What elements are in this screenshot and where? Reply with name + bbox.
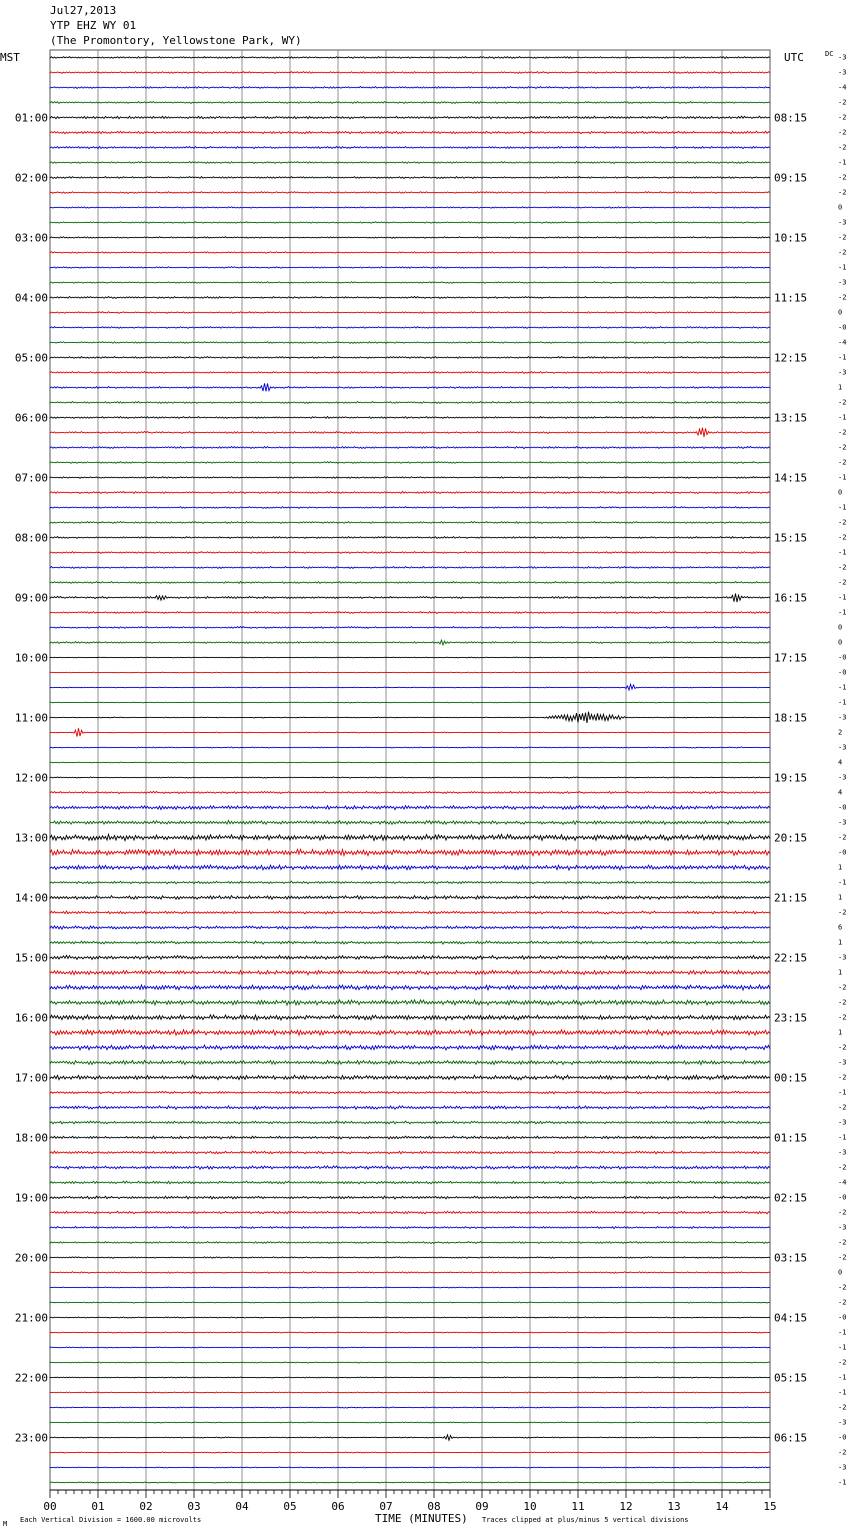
seismic-trace-row bbox=[50, 491, 770, 493]
dc-offset-value: 1 bbox=[838, 893, 843, 902]
seismic-trace-row bbox=[50, 428, 770, 437]
dc-offset-value: 1 bbox=[838, 863, 843, 872]
dc-offset-header: DC bbox=[825, 50, 834, 58]
dc-offset-value: -1 bbox=[838, 263, 847, 272]
dc-offset-value: -3 bbox=[838, 53, 847, 62]
hour-label-right: 04:15 bbox=[774, 1311, 808, 1325]
seismic-trace-row bbox=[50, 327, 770, 329]
hour-label-left: 05:00 bbox=[14, 351, 48, 365]
dc-offset-value: -2 bbox=[838, 998, 847, 1007]
dc-offset-value: -2 bbox=[838, 1208, 847, 1217]
seismic-trace-row bbox=[50, 357, 770, 359]
dc-offset-value: -2 bbox=[838, 1358, 847, 1367]
x-tick-label: 07 bbox=[379, 1500, 393, 1513]
seismic-trace-row bbox=[50, 849, 770, 855]
dc-offset-value: -3 bbox=[838, 1463, 847, 1472]
seismic-trace-row bbox=[50, 1075, 770, 1080]
station-location: (The Promontory, Yellowstone Park, WY) bbox=[50, 34, 302, 47]
seismic-trace-row bbox=[50, 1287, 770, 1288]
hour-label-right: 03:15 bbox=[774, 1251, 808, 1265]
dc-offset-value: -1 bbox=[838, 1343, 847, 1352]
hour-label-left: 09:00 bbox=[14, 591, 48, 605]
dc-offset-value: -2 bbox=[838, 188, 847, 197]
dc-offset-value: -0 bbox=[838, 803, 847, 812]
dc-offset-value: -1 bbox=[838, 1088, 847, 1097]
dc-offset-value: -2 bbox=[838, 578, 847, 587]
dc-offset-value: -2 bbox=[838, 908, 847, 917]
dc-offset-value: -1 bbox=[838, 1133, 847, 1142]
dc-offset-value: -1 bbox=[838, 473, 847, 482]
dc-offset-value: -2 bbox=[838, 1013, 847, 1022]
seismic-trace-row bbox=[50, 672, 770, 673]
seismic-trace-row bbox=[50, 985, 770, 990]
x-tick-label: 04 bbox=[235, 1500, 249, 1513]
dc-offset-value: -2 bbox=[838, 293, 847, 302]
dc-offset-value: -2 bbox=[838, 443, 847, 452]
hour-label-right: 16:15 bbox=[774, 591, 808, 605]
dc-offset-value: 1 bbox=[838, 1028, 843, 1037]
seismic-trace-row bbox=[50, 57, 770, 59]
hour-label-right: 23:15 bbox=[774, 1011, 808, 1025]
dc-offset-value: -2 bbox=[838, 143, 847, 152]
hour-label-right: 19:15 bbox=[774, 771, 808, 785]
seismic-traces bbox=[50, 57, 770, 1484]
dc-offset-value: -2 bbox=[838, 1163, 847, 1172]
hour-label-right: 22:15 bbox=[774, 951, 808, 965]
seismic-trace-row bbox=[50, 702, 770, 703]
x-tick-label: 09 bbox=[475, 1500, 489, 1513]
x-tick-label: 02 bbox=[139, 1500, 153, 1513]
seismic-trace-row bbox=[50, 777, 770, 778]
hour-label-left: 18:00 bbox=[14, 1131, 48, 1145]
hour-label-left: 10:00 bbox=[14, 651, 48, 665]
seismic-trace-row bbox=[50, 567, 770, 569]
seismic-trace-row bbox=[50, 594, 770, 603]
seismic-trace-row bbox=[50, 941, 770, 944]
x-tick-label: 05 bbox=[283, 1500, 297, 1513]
seismic-trace-row bbox=[50, 1060, 770, 1064]
dc-offset-value: -2 bbox=[838, 1253, 847, 1262]
seismic-trace-row bbox=[50, 1151, 770, 1154]
dc-offset-value: -1 bbox=[838, 878, 847, 887]
dc-offset-value: -1 bbox=[838, 503, 847, 512]
dc-offset-value: -2 bbox=[838, 1238, 847, 1247]
x-tick-label: 15 bbox=[763, 1500, 777, 1513]
dc-offset-value: -2 bbox=[838, 128, 847, 137]
seismic-trace-row bbox=[50, 728, 770, 736]
hour-label-left: 14:00 bbox=[14, 891, 48, 905]
station-code: YTP EHZ WY 01 bbox=[50, 19, 137, 32]
seismic-trace-row bbox=[50, 865, 770, 870]
seismic-trace-row bbox=[50, 926, 770, 929]
time-axis bbox=[43, 1490, 776, 1513]
dc-offset-value: -3 bbox=[838, 368, 847, 377]
seismic-trace-row bbox=[50, 747, 770, 748]
dc-offset-value: -2 bbox=[838, 983, 847, 992]
seismic-trace-row bbox=[50, 1407, 770, 1408]
seismic-trace-row bbox=[50, 1091, 770, 1094]
dc-offset-value: -2 bbox=[838, 518, 847, 527]
seismic-trace-row bbox=[50, 684, 770, 690]
dc-offset-value: 6 bbox=[838, 923, 843, 932]
dc-offset-value: -2 bbox=[838, 98, 847, 107]
seismic-trace-row bbox=[50, 1181, 770, 1184]
seismic-trace-row bbox=[50, 1015, 770, 1020]
seismic-trace-row bbox=[50, 896, 770, 900]
x-tick-label: 08 bbox=[427, 1500, 441, 1513]
seismic-trace-row bbox=[50, 222, 770, 224]
seismic-trace-row bbox=[50, 312, 770, 314]
dc-offset-value: -3 bbox=[838, 743, 847, 752]
dc-offset-value: 0 bbox=[838, 488, 843, 497]
seismic-trace-row bbox=[50, 72, 770, 74]
dc-offset-value: 2 bbox=[838, 728, 843, 737]
clip-note: Traces clipped at plus/minus 5 vertical divisions bbox=[482, 1516, 689, 1524]
seismic-trace-row bbox=[50, 447, 770, 449]
seismic-trace-row bbox=[50, 417, 770, 419]
hour-label-left: 20:00 bbox=[14, 1251, 48, 1265]
seismic-trace-row bbox=[50, 1257, 770, 1259]
left-timezone-label: MST bbox=[0, 51, 20, 64]
seismic-trace-row bbox=[50, 1482, 770, 1483]
hour-label-left: 22:00 bbox=[14, 1371, 48, 1385]
hour-label-right: 06:15 bbox=[774, 1431, 808, 1445]
seismic-trace-row bbox=[50, 657, 770, 658]
seismic-trace-row bbox=[50, 102, 770, 104]
hour-label-left: 19:00 bbox=[14, 1191, 48, 1205]
dc-offset-value: -3 bbox=[838, 953, 847, 962]
dc-offset-value: -2 bbox=[838, 1103, 847, 1112]
hour-label-right: 11:15 bbox=[774, 291, 808, 305]
seismic-trace-row bbox=[50, 1317, 770, 1318]
hour-label-left: 16:00 bbox=[14, 1011, 48, 1025]
hour-label-left: 08:00 bbox=[14, 531, 48, 545]
dc-offset-value: -1 bbox=[838, 413, 847, 422]
hour-label-right: 02:15 bbox=[774, 1191, 808, 1205]
dc-offset-value: -1 bbox=[838, 1478, 847, 1487]
dc-offset-value: -0 bbox=[838, 1433, 847, 1442]
seismic-trace-row bbox=[50, 402, 770, 404]
hour-label-right: 12:15 bbox=[774, 351, 808, 365]
x-tick-label: 00 bbox=[43, 1500, 57, 1513]
dc-offset-value: -2 bbox=[838, 1448, 847, 1457]
seismic-trace-row bbox=[50, 612, 770, 614]
seismic-trace-row bbox=[50, 1121, 770, 1124]
dc-offset-value: -3 bbox=[838, 818, 847, 827]
hour-label-left: 13:00 bbox=[14, 831, 48, 845]
seismic-trace-row bbox=[50, 791, 770, 793]
seismic-trace-row bbox=[50, 1030, 770, 1036]
seismic-trace-row bbox=[50, 177, 770, 179]
seismic-trace-row bbox=[50, 1000, 770, 1005]
dc-offset-value: -3 bbox=[838, 68, 847, 77]
dc-offset-value: -3 bbox=[838, 1148, 847, 1157]
dc-offset-value: -3 bbox=[838, 1223, 847, 1232]
seismic-trace-row bbox=[50, 1196, 770, 1199]
seismic-trace-row bbox=[50, 582, 770, 584]
seismic-trace-row bbox=[50, 834, 770, 840]
dc-offset-value: -4 bbox=[838, 83, 847, 92]
seismic-trace-row bbox=[50, 282, 770, 284]
seismic-trace-row bbox=[50, 911, 770, 914]
seismic-trace-row bbox=[50, 640, 770, 645]
hour-label-right: 13:15 bbox=[774, 411, 808, 425]
x-tick-label: 03 bbox=[187, 1500, 201, 1513]
dc-offset-value: -2 bbox=[838, 398, 847, 407]
dc-offset-value: -1 bbox=[838, 1388, 847, 1397]
scale-note: Each Vertical Division = 1600.00 microvolts bbox=[20, 1516, 202, 1524]
hour-label-left: 21:00 bbox=[14, 1311, 48, 1325]
dc-offset-value: -4 bbox=[838, 1178, 847, 1187]
dc-offset-value: -3 bbox=[838, 218, 847, 227]
dc-offset-value: 0 bbox=[838, 203, 843, 212]
hour-label-right: 14:15 bbox=[774, 471, 808, 485]
seismic-trace-row bbox=[50, 762, 770, 763]
seismic-trace-row bbox=[50, 131, 770, 134]
dc-offset-value: -1 bbox=[838, 158, 847, 167]
seismic-trace-row bbox=[50, 192, 770, 194]
dc-offset-value: -3 bbox=[838, 1058, 847, 1067]
hour-label-right: 20:15 bbox=[774, 831, 808, 845]
dc-offset-value: -1 bbox=[838, 1328, 847, 1337]
x-axis-title: TIME (MINUTES) bbox=[375, 1512, 468, 1525]
hour-label-right: 05:15 bbox=[774, 1371, 808, 1385]
hour-label-left: 01:00 bbox=[14, 111, 48, 125]
seismic-trace-row bbox=[50, 1242, 770, 1244]
dc-offset-value: -0 bbox=[838, 668, 847, 677]
hour-label-left: 11:00 bbox=[14, 711, 48, 725]
x-tick-label: 01 bbox=[91, 1500, 105, 1513]
dc-offset-value: -3 bbox=[838, 1418, 847, 1427]
seismic-trace-row bbox=[50, 383, 770, 391]
seismic-trace-row bbox=[50, 522, 770, 524]
dc-offset-value: 0 bbox=[838, 1268, 843, 1277]
dc-offset-value: -2 bbox=[838, 1283, 847, 1292]
dc-offset-value: 0 bbox=[838, 623, 843, 632]
hour-label-right: 21:15 bbox=[774, 891, 808, 905]
hour-label-left: 06:00 bbox=[14, 411, 48, 425]
seismic-trace-row bbox=[50, 552, 770, 554]
seismic-trace-row bbox=[50, 712, 770, 723]
dc-offset-value: -1 bbox=[838, 1373, 847, 1382]
dc-offset-value: -2 bbox=[838, 563, 847, 572]
dc-offset-value: -2 bbox=[838, 1298, 847, 1307]
dc-offset-value: 1 bbox=[838, 938, 843, 947]
dc-offset-value: -4 bbox=[838, 338, 847, 347]
dc-offset-value: 4 bbox=[838, 788, 843, 797]
hour-label-left: 03:00 bbox=[14, 231, 48, 245]
dc-offset-value: -2 bbox=[838, 833, 847, 842]
hour-label-right: 10:15 bbox=[774, 231, 808, 245]
dc-offset-value: -2 bbox=[838, 1403, 847, 1412]
dc-offset-value: -2 bbox=[838, 113, 847, 122]
seismic-trace-row bbox=[50, 1362, 770, 1363]
dc-offset-value: -1 bbox=[838, 353, 847, 362]
right-timezone-label: UTC bbox=[784, 51, 804, 64]
dc-offset-value: -3 bbox=[838, 773, 847, 782]
seismic-trace-row bbox=[50, 1422, 770, 1423]
dc-offset-labels bbox=[838, 54, 846, 1487]
hour-label-left: 17:00 bbox=[14, 1071, 48, 1085]
dc-offset-value: -1 bbox=[838, 548, 847, 557]
dc-offset-value: 0 bbox=[838, 638, 843, 647]
dc-offset-value: -2 bbox=[838, 233, 847, 242]
seismic-trace-row bbox=[50, 1302, 770, 1303]
seismic-trace-row bbox=[50, 87, 770, 89]
seismic-trace-row bbox=[50, 477, 770, 479]
seismic-trace-row bbox=[50, 1226, 770, 1228]
seismic-trace-row bbox=[50, 372, 770, 374]
hour-label-right: 01:15 bbox=[774, 1131, 808, 1145]
seismic-trace-row bbox=[50, 1435, 770, 1440]
dc-offset-value: -2 bbox=[838, 1043, 847, 1052]
hour-label-left: 12:00 bbox=[14, 771, 48, 785]
x-tick-label: 06 bbox=[331, 1500, 345, 1513]
seismic-trace-row bbox=[50, 507, 770, 509]
hour-label-right: 00:15 bbox=[774, 1071, 808, 1085]
seismic-trace-row bbox=[50, 146, 770, 148]
dc-offset-value: -0 bbox=[838, 1313, 847, 1322]
x-tick-label: 11 bbox=[571, 1500, 585, 1513]
seismic-trace-row bbox=[50, 1467, 770, 1468]
dc-offset-value: -1 bbox=[838, 608, 847, 617]
dc-offset-value: -0 bbox=[838, 323, 847, 332]
x-tick-label: 12 bbox=[619, 1500, 633, 1513]
seismic-trace-row bbox=[50, 821, 770, 825]
seismic-trace-row bbox=[50, 627, 770, 629]
hour-label-left: 07:00 bbox=[14, 471, 48, 485]
hour-label-right: 17:15 bbox=[774, 651, 808, 665]
hour-label-left: 04:00 bbox=[14, 291, 48, 305]
seismic-trace-row bbox=[50, 805, 770, 809]
dc-offset-value: -2 bbox=[838, 248, 847, 257]
seismic-trace-row bbox=[50, 252, 770, 254]
seismic-trace-row bbox=[50, 881, 770, 884]
left-corner-mark: M bbox=[3, 1520, 8, 1528]
seismic-trace-row bbox=[50, 162, 770, 164]
hour-label-right: 08:15 bbox=[774, 111, 808, 125]
dc-offset-value: -3 bbox=[838, 1118, 847, 1127]
dc-offset-value: -2 bbox=[838, 458, 847, 467]
seismic-trace-row bbox=[50, 970, 770, 975]
seismic-trace-row bbox=[50, 1136, 770, 1139]
seismic-trace-row bbox=[50, 297, 770, 299]
dc-offset-value: -0 bbox=[838, 848, 847, 857]
seismic-trace-row bbox=[50, 462, 770, 464]
x-tick-label: 13 bbox=[667, 1500, 681, 1513]
dc-offset-value: -2 bbox=[838, 173, 847, 182]
hour-label-left: 23:00 bbox=[14, 1431, 48, 1445]
seismic-trace-row bbox=[50, 1211, 770, 1214]
seismic-trace-row bbox=[50, 1166, 770, 1169]
dc-offset-value: -2 bbox=[838, 1073, 847, 1082]
dc-offset-value: 1 bbox=[838, 383, 843, 392]
plot-frame bbox=[50, 50, 770, 1490]
seismic-trace-row bbox=[50, 1452, 770, 1453]
dc-offset-value: -3 bbox=[838, 713, 847, 722]
dc-offset-value: -2 bbox=[838, 533, 847, 542]
seismic-trace-row bbox=[50, 1272, 770, 1274]
seismic-trace-row bbox=[50, 207, 770, 208]
dc-offset-value: -2 bbox=[838, 428, 847, 437]
seismic-trace-row bbox=[50, 1106, 770, 1110]
dc-offset-value: -3 bbox=[838, 278, 847, 287]
dc-offset-value: -0 bbox=[838, 653, 847, 662]
hour-label-right: 15:15 bbox=[774, 531, 808, 545]
minute-grid bbox=[50, 50, 770, 1490]
dc-offset-value: -1 bbox=[838, 683, 847, 692]
seismic-trace-row bbox=[50, 1392, 770, 1393]
plot-date: Jul27,2013 bbox=[50, 4, 117, 17]
dc-offset-value: 4 bbox=[838, 758, 843, 767]
seismic-trace-row bbox=[50, 1332, 770, 1333]
seismic-trace-row bbox=[50, 1045, 770, 1050]
seismic-trace-row bbox=[50, 342, 770, 344]
seismic-trace-row bbox=[50, 1347, 770, 1348]
dc-offset-value: 1 bbox=[838, 968, 843, 977]
dc-offset-value: 0 bbox=[838, 308, 843, 317]
x-tick-label: 10 bbox=[523, 1500, 537, 1513]
seismic-trace-row bbox=[50, 537, 770, 539]
seismic-trace-row bbox=[50, 1377, 770, 1378]
x-tick-label: 14 bbox=[715, 1500, 729, 1513]
hour-label-right: 09:15 bbox=[774, 171, 808, 185]
hour-label-left: 15:00 bbox=[14, 951, 48, 965]
hour-label-left: 02:00 bbox=[14, 171, 48, 185]
seismic-trace-row bbox=[50, 116, 770, 119]
dc-offset-value: -0 bbox=[838, 1193, 847, 1202]
seismic-trace-row bbox=[50, 267, 770, 269]
seismic-trace-row bbox=[50, 237, 770, 239]
dc-offset-value: -1 bbox=[838, 698, 847, 707]
hour-label-right: 18:15 bbox=[774, 711, 808, 725]
seismic-trace-row bbox=[50, 955, 770, 959]
dc-offset-value: -1 bbox=[838, 593, 847, 602]
